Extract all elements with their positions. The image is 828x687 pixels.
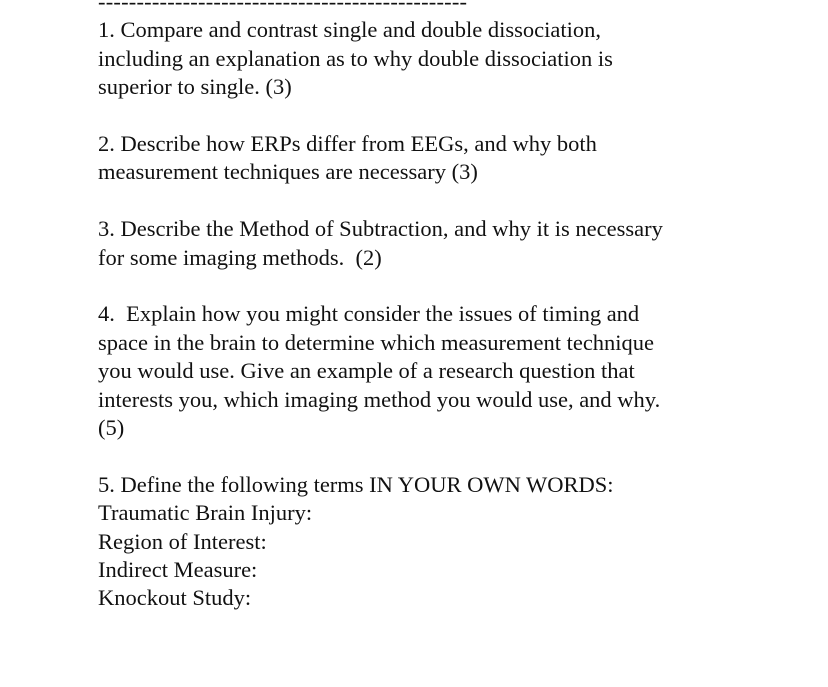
- question-4-line-2: space in the brain to determine which measurement technique: [98, 329, 655, 355]
- question-4-line-1: 4. Explain how you might consider the issues of timing and: [98, 301, 640, 327]
- question-4-line-5: (5): [98, 415, 125, 441]
- question-1-line-1: 1. Compare and contrast single and double dissociation,: [98, 17, 602, 43]
- question-2-line-1: 2. Describe how ERPs differ from EEGs, and why both: [98, 131, 597, 156]
- separator-line: ------------------------------------------------: [98, 0, 468, 14]
- question-5-definitions: [98, 471, 798, 613]
- question-2: [98, 130, 798, 187]
- question-3: [98, 215, 798, 272]
- question-1-line-3: superior to single. (3): [98, 74, 292, 100]
- question-2-line-2: measurement techniques are necessary (3): [98, 159, 478, 185]
- question-4-line-3: you would use. Give an example of a research question that: [98, 358, 635, 384]
- question-3-line-1: 3. Describe the Method of Subtraction, and why it is necessary: [98, 216, 663, 242]
- question-3-line-2: for some imaging methods. (2): [98, 244, 382, 270]
- term-knockout-study: Knockout Study:: [98, 585, 252, 611]
- assignment-document: [98, 0, 798, 613]
- question-1: [98, 16, 798, 101]
- term-indirect-measure: Indirect Measure:: [98, 557, 258, 583]
- definitions-heading: 5. Define the following terms IN YOUR OWN WORDS:: [98, 471, 614, 497]
- term-traumatic-brain-injury: Traumatic Brain Injury:: [98, 500, 313, 526]
- question-4-line-4: interests you, which imaging method you would use, and why.: [98, 386, 661, 412]
- question-1-line-2: including an explanation as to why double dissociation is: [98, 45, 613, 71]
- term-region-of-interest: Region of Interest:: [98, 528, 267, 554]
- question-4: [98, 300, 798, 442]
